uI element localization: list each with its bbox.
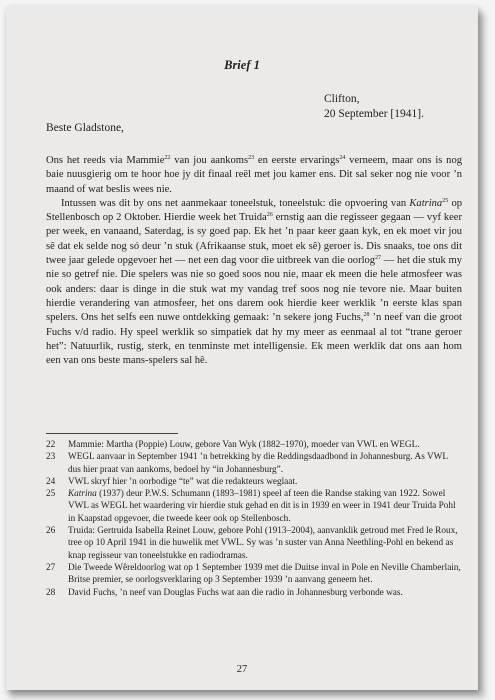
footnote-text <box>68 562 462 587</box>
footnote-number: 24 <box>46 476 56 487</box>
footnote-rule <box>46 433 178 434</box>
book-page <box>6 6 478 690</box>
footnote-23 <box>46 451 462 476</box>
text-run: (1937) deur P.W.S. Schumann (1893–1981) speel af teen die Randse staking van 1922. Sowel VWL as WEGL het waardering vir hierdie stuk gehad en dit is in 1939 en weer in 1941 deur Truida Pohl in Kaapstad opgevoer, die tweede keer ook op Stellenbosch. <box>68 489 456 524</box>
letter-date: 20 September [1941]. <box>324 108 424 120</box>
text-run: verneem, maar ons is nog baie nuusgierig om te hoor hoe jy dit finaal reël met jou kamer ens. Dit sal seker nog nie voor ’n maand of wat beslis wees nie. <box>46 155 462 195</box>
text-run: Truida: Gertruida Isabella Reinet Louw, gebore Pohl (1913–2004), aanvanklik getroud met Fred le Roux, tree op 10 April 1941 in die huwelik met VWL. Sy was ’n suster van Anna Neethling-Pohl en bekend as knap regisseur van toneelstukke en radiodramas. <box>68 526 458 561</box>
footnote-25 <box>46 488 462 525</box>
footnote-ref: 26 <box>266 212 273 219</box>
footnote-ref: 28 <box>363 312 370 319</box>
letter-salutation: Beste Gladstone, <box>46 122 124 134</box>
footnote-ref: 23 <box>248 155 255 161</box>
text-run: Ons het reeds via Mammie <box>46 155 165 166</box>
text-run: ernstig aan die regisseer gegaan — vyf keer per week, en vanaand, Saterdag, is sy goed pap. Ek het ’n paar keer gaan kyk, en ek moet vir jou sê dat ek selde nog só deur ’n stuk (Afrikaanse stuk, moet ek sê) geroer is. Dis snaaks, toe ons dit twee jaar gelede opgevoer het — net een dag voor die uitbreek van die oorlog <box>46 212 463 267</box>
footnote-number: 26 <box>46 526 56 537</box>
footnote-text <box>68 476 462 488</box>
text-run: van jou aankoms <box>170 155 249 166</box>
text-run: Intussen was dit by ons net aanmekaar toneelstuk, toneelstuk: die opvoering van <box>61 197 410 209</box>
footnote-text <box>68 587 462 599</box>
footnote-number: 27 <box>46 562 56 573</box>
footnote-text <box>68 525 462 562</box>
text-run: op Stellenbosch op 2 Oktober. Hierdie week het Truida <box>46 197 462 224</box>
text-run: — het die stuk my nie so getref nie. Die spelers was nie so goed soos nou nie, maar ek meen die hele atmosfeer was ook anders: daar is dinge in die stuk wat my vandag tref soos nog nie tevore nie. Maar buiten hierdie verandering van atmosfeer, het ons darem ook hierdie keer werklik ’n eerste klas span spelers. Ons het selfs een nuwe ontdekking gemaak: ’n sekere jong Fuchs, <box>46 255 462 324</box>
text-run: Die Tweede Wêreldoorlog wat op 1 September 1939 met die Duitse inval in Pole en Neville Chamberlain, Britse premier, se oorlogsverklaring op 3 September 1939 ’n aanvang geneem het. <box>68 562 461 586</box>
letter-place: Clifton, <box>324 93 360 105</box>
footnote-text <box>68 439 462 451</box>
footnote-22 <box>46 439 462 451</box>
text-run: WEGL aanvaar in September 1941 ’n betrekking by die Reddingsdaadbond in Johannesburg. As VWL dus hier praat van aankoms, bedoel hy “in Johannesburg”. <box>68 452 448 475</box>
footnote-28 <box>46 587 462 599</box>
footnote-number: 28 <box>46 587 56 598</box>
footnote-text <box>68 451 462 476</box>
text-run: Mammie: Martha (Poppie) Louw, gebore Van Wyk (1882–1970), moeder van VWL en WEGL. <box>68 440 420 450</box>
text-run: ’n neef van die groot Fuchs v/d radio. Hy speel werklik so simpatiek dat hy my meer as eenmaal al tot “trane geroer het”: Natuurlik, rustig, sterk, en tenminste met intelligensie. Ek meen werklik dat ons aan hom een van ons beste mans-spelers sal hê. <box>46 312 462 367</box>
footnote-ref: 22 <box>164 155 171 161</box>
text-run: en eerste ervarings <box>254 155 340 166</box>
text-run: David Fuchs, ’n neef van Douglas Fuchs wat aan die radio in Johannesburg verbonde was. <box>68 587 403 598</box>
page-number: 27 <box>236 664 248 675</box>
letter-body <box>46 154 462 368</box>
footnote-text <box>68 488 462 525</box>
footnote-number: 23 <box>46 452 56 463</box>
footnote-24 <box>46 476 462 488</box>
italic-title: Katrina <box>68 489 97 500</box>
letter-heading: Brief 1 <box>224 58 260 72</box>
footnote-ref: 25 <box>442 197 449 204</box>
footnote-number: 22 <box>46 440 56 450</box>
footnotes <box>46 439 462 599</box>
italic-title: Katrina <box>409 197 443 209</box>
footnote-ref: 27 <box>375 255 382 262</box>
footnote-ref: 24 <box>339 155 346 161</box>
letter-place-date <box>324 92 424 122</box>
text-run: VWL skryf hier ’n oorbodige “te” wat die redakteurs weglaat. <box>68 476 298 487</box>
footnote-26 <box>46 525 462 562</box>
footnote-number: 25 <box>46 489 56 500</box>
paragraph <box>46 154 462 197</box>
footnote-27 <box>46 562 462 587</box>
paragraph <box>46 197 462 369</box>
